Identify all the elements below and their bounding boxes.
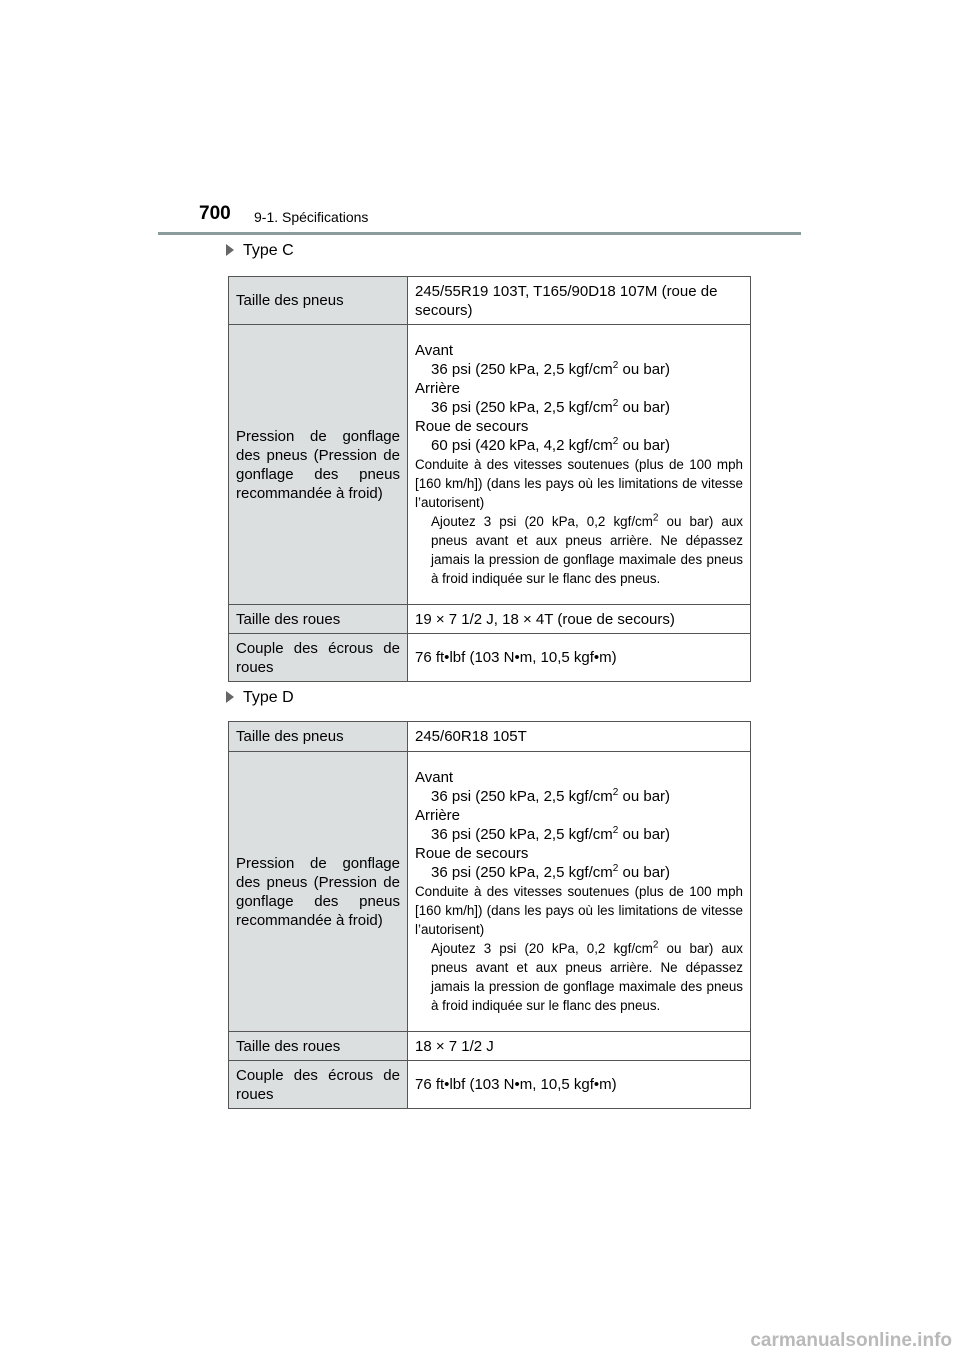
table-row: [229, 277, 751, 325]
page-number: 700: [199, 203, 231, 224]
triangle-bullet-icon: [226, 244, 234, 256]
tire-pressure-label: Pression de gonflage des pneus (Pression de gonflage des pneus recommandée à froid): [229, 325, 408, 605]
front-value: 36 psi (250 kPa, 2,5 kgf/$cm^2$ ou bar): [431, 359, 671, 378]
rear-label: Arrière: [415, 806, 461, 824]
type-c-heading-text: Type C: [243, 242, 294, 259]
type-d-spec-table: [228, 721, 751, 1109]
front-value: 36 psi (250 kPa, 2,5 kgf/$cm^2$ ou bar): [431, 786, 671, 805]
type-c-heading: [226, 242, 294, 260]
table-row: [229, 752, 751, 1032]
triangle-bullet-icon: [226, 691, 234, 703]
tire-size-label: Taille des pneus: [229, 277, 408, 325]
sustained-speed-label: Conduite à des vitesses soutenues (plus de 100 mph [160 km/h]) (dans les pays où les limitations de vitesse l’autorisent): [415, 883, 743, 937]
table-row: [229, 722, 751, 752]
tire-pressure-value: [408, 752, 751, 1032]
rear-value: 36 psi (250 kPa, 2,5 kgf/$cm^2$ ou bar): [431, 397, 671, 416]
section-title: 9-1. Spécifications: [254, 209, 369, 225]
header-rule: [158, 232, 801, 235]
type-c-spec-table: [228, 276, 751, 682]
rear-label: Arrière: [415, 379, 461, 397]
table-row: [229, 634, 751, 682]
lug-nut-torque-value: 76 ft•lbf (103 N•m, 10,5 kgf•m): [408, 634, 751, 682]
sustained-speed-label: Conduite à des vitesses soutenues (plus de 100 mph [160 km/h]) (dans les pays où les limitations de vitesse l’autorisent): [415, 456, 743, 510]
spare-value: 36 psi (250 kPa, 2,5 kgf/$cm^2$ ou bar): [431, 862, 671, 881]
table-row: [229, 1032, 751, 1061]
type-d-heading: [226, 689, 294, 707]
tire-pressure-label: Pression de gonflage des pneus (Pression de gonflage des pneus recommandée à froid): [229, 752, 408, 1032]
type-d-heading-text: Type D: [243, 689, 294, 706]
tire-pressure-value: [408, 325, 751, 605]
tire-size-label: Taille des pneus: [229, 722, 408, 752]
table-row: [229, 325, 751, 605]
tire-size-value: 245/55R19 103T, T165/90D18 107M (roue de secours): [408, 277, 751, 325]
sustained-speed-instruction: Ajoutez 3 psi (20 kPa, 0,2 kgf/$cm^2$ ou bar) aux pneus avant et aux pneus arrière. Ne dépassez jamais la pression de gonflage maximale des pneus à froid indiquée sur le flanc des pneus.: [431, 939, 743, 1014]
front-label: Avant: [415, 768, 454, 786]
table-row: [229, 1061, 751, 1109]
watermark: carmanualsonline.info: [750, 1330, 952, 1351]
spare-value: 60 psi (420 kPa, 4,2 kgf/$cm^2$ ou bar): [431, 435, 671, 454]
wheel-size-value: 18 × 7 1/2 J: [408, 1032, 751, 1061]
lug-nut-torque-value: 76 ft•lbf (103 N•m, 10,5 kgf•m): [408, 1061, 751, 1109]
lug-nut-torque-label: Couple des écrous de roues: [229, 1061, 408, 1109]
lug-nut-torque-label: Couple des écrous de roues: [229, 634, 408, 682]
sustained-speed-instruction: Ajoutez 3 psi (20 kPa, 0,2 kgf/$cm^2$ ou bar) aux pneus avant et aux pneus arrière. Ne dépassez jamais la pression de gonflage maximale des pneus à froid indiquée sur le flanc des pneus.: [431, 512, 743, 587]
spare-label: Roue de secours: [415, 417, 529, 435]
front-label: Avant: [415, 341, 454, 359]
rear-value: 36 psi (250 kPa, 2,5 kgf/$cm^2$ ou bar): [431, 824, 671, 843]
wheel-size-label: Taille des roues: [229, 605, 408, 634]
spare-label: Roue de secours: [415, 844, 529, 862]
wheel-size-label: Taille des roues: [229, 1032, 408, 1061]
tire-size-value: 245/60R18 105T: [408, 722, 751, 752]
wheel-size-value: 19 × 7 1/2 J, 18 × 4T (roue de secours): [408, 605, 751, 634]
table-row: [229, 605, 751, 634]
